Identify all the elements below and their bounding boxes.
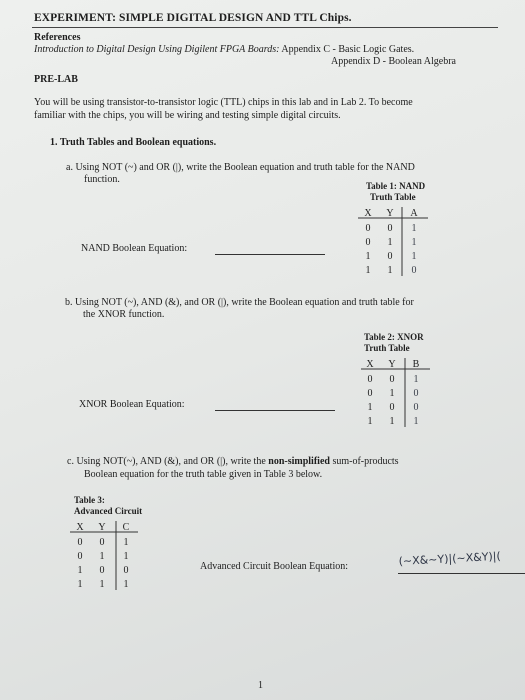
table-3-cell-r3-c3: 0 — [123, 565, 129, 576]
advanced-equation-answer-line[interactable] — [398, 573, 525, 574]
table-2-cell-r2-c1: 0 — [367, 388, 373, 399]
xnor-equation-label: XNOR Boolean Equation: — [79, 399, 185, 410]
table-3-cell-r4-c3: 1 — [123, 579, 129, 590]
references-appendix-c: Appendix C - Basic Logic Gates. — [279, 44, 415, 55]
table-1-cell-r2-c2: 1 — [387, 237, 393, 248]
table-1-cell-r4-c2: 1 — [387, 265, 393, 276]
table-1-cell-r4-c1: 1 — [365, 265, 371, 276]
table-3-cell-r1-c3: 1 — [123, 537, 129, 548]
table-1-header-y: Y — [386, 208, 394, 219]
table-2-cell-r4-c3[interactable]: 1 — [413, 416, 419, 427]
table-3-cell-r2-c1: 0 — [77, 551, 83, 562]
nand-equation-label: NAND Boolean Equation: — [81, 243, 188, 254]
table-2-cell-r1-c1: 0 — [367, 374, 373, 385]
part-a-question-line-2: function. — [84, 174, 120, 185]
advanced-equation-handwritten-answer: (~X&~Y)|(~X&Y)|( — [398, 549, 502, 568]
table-1-cell-r1-c3[interactable]: 1 — [411, 223, 417, 234]
table-2-cell-r2-c3[interactable]: 0 — [413, 388, 419, 399]
table-1-cell-r2-c3[interactable]: 1 — [411, 237, 417, 248]
table-1-cell-r2-c1: 0 — [365, 237, 371, 248]
table-1-cell-r3-c1: 1 — [365, 251, 371, 262]
table-2-cell-r3-c2: 0 — [389, 402, 395, 413]
references-line-2: Appendix D - Boolean Algebra — [331, 56, 456, 67]
table-2-cell-r1-c3[interactable]: 1 — [413, 374, 419, 385]
table-1-caption-title: Table 1: NAND — [366, 181, 426, 191]
table-2-cell-r4-c1: 1 — [367, 416, 373, 427]
table-3-header-y: Y — [98, 522, 106, 533]
title-rule — [32, 27, 498, 28]
part-c-question-pre: c. Using NOT(~), AND (&), and OR (|), write the — [67, 456, 269, 467]
table-1-cell-r1-c2: 0 — [387, 223, 393, 234]
page-number: 1 — [258, 680, 263, 691]
table-2-caption-subtitle: Truth Table — [364, 343, 410, 353]
table-2-caption-title: Table 2: XNOR — [364, 332, 424, 342]
table-1-caption — [366, 181, 425, 203]
prelab-text-line-2: familiar with the chips, you will be wiring and testing simple digital circuits. — [34, 110, 341, 121]
table-3-cell-r4-c1: 1 — [77, 579, 83, 590]
table-1-cell-r4-c3[interactable]: 0 — [411, 265, 417, 276]
part-b-question-line-2: the XNOR function. — [83, 309, 165, 320]
table-1-header-a: A — [410, 208, 418, 219]
part-c-question-line-1 — [67, 456, 399, 467]
references-book-title: Introduction to Digital Design Using Digilent FPGA Boards: — [34, 44, 280, 55]
table-2-caption — [364, 332, 424, 354]
prelab-heading: PRE-LAB — [34, 74, 78, 85]
table-3-cell-r1-c1: 0 — [77, 537, 83, 548]
table-3-caption-subtitle: Advanced Circuit — [74, 506, 143, 516]
part-c-question-line-2: Boolean equation for the truth table given in Table 3 below. — [84, 469, 323, 480]
table-2-cell-r3-c1: 1 — [367, 402, 373, 413]
part-a-question-line-1: a. Using NOT (~) and OR (|), write the Boolean equation and truth table for the NAND — [66, 162, 415, 173]
table-3-header-x: X — [76, 522, 84, 533]
part-c-non-simplified: non-simplified — [268, 456, 330, 467]
references-line-1 — [34, 44, 414, 55]
table-2-cell-r4-c2: 1 — [389, 416, 395, 427]
table-3-cell-r2-c2: 1 — [99, 551, 105, 562]
table-3-cell-r3-c1: 1 — [77, 565, 83, 576]
part-c-question-post: sum-of-products — [329, 456, 399, 467]
table-3-advanced-circuit-truth-table — [66, 520, 146, 592]
table-2-header-y: Y — [388, 359, 396, 370]
table-1-cell-r3-c3[interactable]: 1 — [411, 251, 417, 262]
prelab-text-line-1: You will be using transistor-to-transistor logic (TTL) chips in this lab and in Lab 2. To become — [34, 97, 413, 108]
table-2-header-b: B — [412, 359, 420, 370]
table-2-cell-r3-c3[interactable]: 0 — [413, 402, 419, 413]
nand-equation-answer-line[interactable] — [215, 254, 325, 255]
table-1-cell-r1-c1: 0 — [365, 223, 371, 234]
references-heading: References — [34, 32, 81, 43]
table-3-caption — [74, 495, 142, 517]
xnor-equation-answer-line[interactable] — [215, 410, 335, 411]
advanced-equation-label: Advanced Circuit Boolean Equation: — [200, 561, 349, 572]
table-2-cell-r2-c2: 1 — [389, 388, 395, 399]
table-2-header-x: X — [366, 359, 374, 370]
table-1-header-x: X — [364, 208, 372, 219]
table-1-caption-subtitle: Truth Table — [370, 192, 416, 202]
table-1-nand-truth-table — [354, 206, 434, 278]
table-3-header-c: C — [122, 522, 130, 533]
table-3-cell-r1-c2: 0 — [99, 537, 105, 548]
table-3-cell-r4-c2: 1 — [99, 579, 105, 590]
table-3-cell-r3-c2: 0 — [99, 565, 105, 576]
table-2-xnor-truth-table — [358, 357, 438, 429]
page-title: EXPERIMENT: SIMPLE DIGITAL DESIGN AND TTL Chips. — [34, 12, 352, 24]
table-2-cell-r1-c2: 0 — [389, 374, 395, 385]
table-3-caption-title: Table 3: — [74, 495, 105, 505]
table-1-cell-r3-c2: 0 — [387, 251, 393, 262]
table-3-cell-r2-c3: 1 — [123, 551, 129, 562]
section-1-heading: 1. Truth Tables and Boolean equations. — [50, 137, 217, 148]
part-b-question-line-1: b. Using NOT (~), AND (&), and OR (|), write the Boolean equation and truth table for — [65, 297, 414, 308]
